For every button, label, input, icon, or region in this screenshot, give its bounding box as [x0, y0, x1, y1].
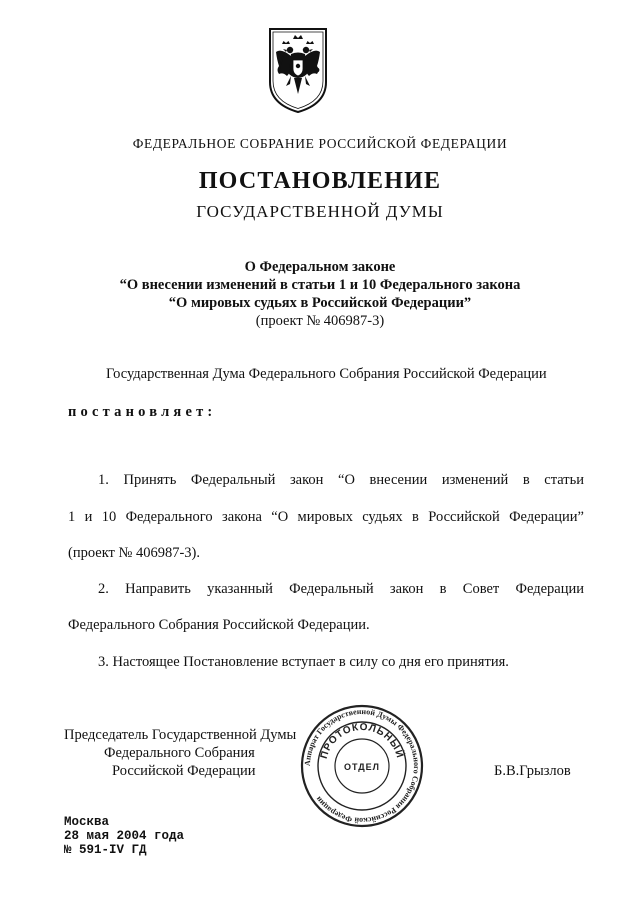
item2-line1: 2. Направить указанный Федеральный закон в Совет Федерации	[98, 581, 584, 597]
intro-paragraph: Государственная Дума Федерального Собрания Российской Федерации	[106, 366, 547, 382]
stamp-ring-text: ПРОТОКОЛЬНЫЙ	[318, 721, 406, 761]
law-project-number: (проект № 406987-3)	[255, 313, 385, 329]
stamp-center-text: ОТДЕЛ	[343, 762, 381, 772]
decree-word: постановляет:	[68, 404, 217, 420]
item2-line2: Федерального Собрания Российской Федерации.	[68, 617, 370, 633]
svg-text:ПРОТОКОЛЬНЫЙ	[319, 722, 407, 760]
signatory-title-line1: Председатель Государственной Думы	[64, 727, 297, 743]
law-heading-line3: “О мировых судьях в Российской Федерации”	[168, 295, 472, 311]
law-heading-line2: “О внесении изменений в статьи 1 и 10 Федерального закона	[119, 277, 521, 293]
stamp-outer-text: Аппарат Государственной Думы Федерального Собрания Российской Федерации	[302, 706, 422, 826]
footer-city: Москва	[64, 815, 110, 829]
organization-name: ФЕДЕРАЛЬНОЕ СОБРАНИЕ РОССИЙСКОЙ ФЕДЕРАЦИИ	[132, 136, 508, 151]
official-stamp-icon	[300, 704, 424, 828]
signatory-title-line2: Федерального Собрания	[104, 745, 255, 761]
document-title: ПОСТАНОВЛЕНИЕ	[198, 168, 442, 194]
coat-of-arms-emblem-icon	[267, 26, 329, 114]
footer-number: № 591-IV ГД	[64, 843, 147, 857]
item1-line1: 1. Принять Федеральный закон “О внесении изменений в статьи	[98, 472, 584, 488]
item3-line: 3. Настоящее Постановление вступает в силу со дня его принятия.	[98, 654, 509, 670]
document-subtitle: ГОСУДАРСТВЕННОЙ ДУМЫ	[196, 202, 444, 221]
signatory-title-line3: Российской Федерации	[112, 763, 256, 779]
item1-line2: 1 и 10 Федерального закона “О мировых судьях в Российской Федерации”	[68, 509, 584, 525]
signatory-name: Б.В.Грызлов	[494, 763, 571, 779]
footer-date: 28 мая 2004 года	[64, 829, 185, 843]
item1-line3: (проект № 406987-3).	[68, 545, 201, 561]
law-heading-line1: О Федеральном законе	[244, 259, 396, 275]
